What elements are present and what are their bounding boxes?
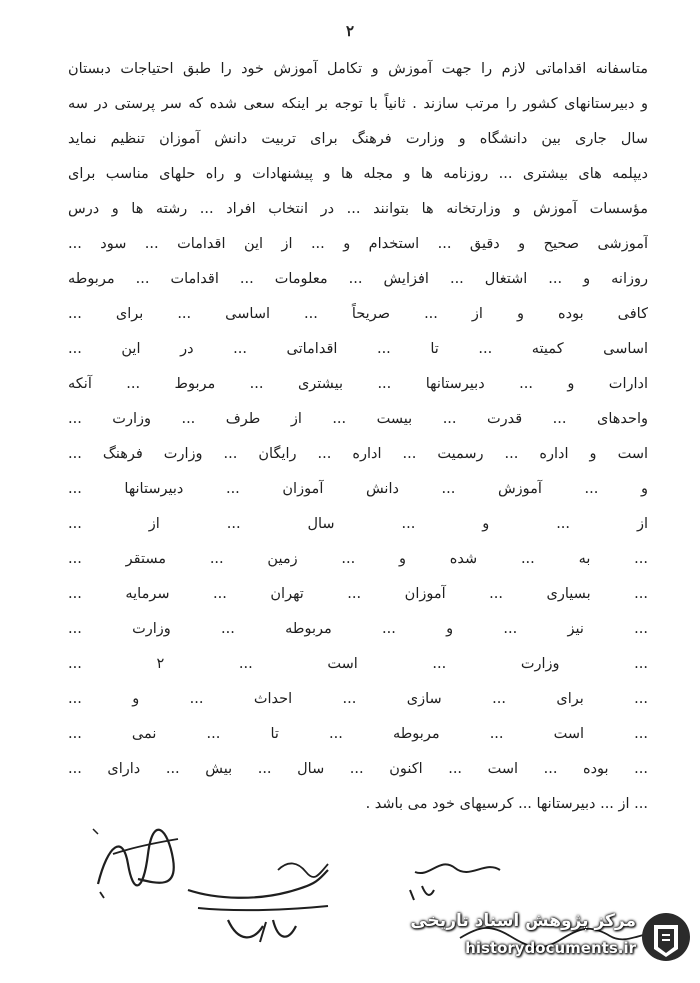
watermark-url: historydocuments.ir — [465, 939, 636, 957]
letter-body — [68, 58, 648, 828]
text-line: ... بسیاری ... آموزان ... تهران ... سرمایه ... — [68, 586, 648, 602]
text-line: ... وزارت ... است ... ۲ ... — [68, 656, 648, 672]
text-line: ... به ... شده و ... زمین ... مستقر ... — [68, 551, 648, 567]
text-line: سال جاری بین دانشگاه و وزارت فرهنگ برای تربیت دانش آموزان تنظیم نماید — [68, 131, 648, 147]
text-line: ... از ... دبیرستانها ... کرسیهای خود می باشد . — [365, 796, 648, 812]
text-line: ... است ... مربوطه ... تا ... نمی ... — [68, 726, 648, 742]
watermark — [392, 907, 692, 969]
text-line: است و اداره ... رسمیت ... اداره ... رایگان ... وزارت فرهنگ ... — [68, 446, 648, 462]
handwritten-signature — [178, 850, 348, 954]
text-line: اساسی کمیته ... تا ... اقداماتی ... در این ... — [68, 341, 648, 357]
institute-logo-icon — [640, 909, 692, 965]
text-line: ... بوده ... است ... اکنون ... سال ... بیش ... دارای ... — [68, 761, 648, 777]
text-line: ادارات و ... دبیرستانها ... بیشتری ... مربوط ... آنکه — [68, 376, 648, 392]
text-line: مؤسسات آموزش و وزارتخانه ها بتوانند ... در انتخاب افراد ... رشته ها و درس — [68, 201, 648, 217]
text-line: از ... و ... سال ... از ... — [68, 516, 648, 532]
handwritten-signature — [400, 850, 510, 914]
text-line: روزانه و ... اشتغال ... افزایش ... معلومات ... اقدامات ... مربوطه — [68, 271, 648, 287]
text-line: و دبیرستانهای کشور را مرتب سازند . ثانیاً با توجه بر اینکه سعی شده که سر پرستی در سه — [68, 96, 648, 112]
text-line: کافی بوده و از ... صریحاً ... اساسی ... برای ... — [68, 306, 648, 322]
text-line: واحدهای ... قدرت ... بیست ... از طرف ... وزارت ... — [68, 411, 648, 427]
text-line: دیپلمه های بیشتری ... روزنامه ها و مجله ها و پیشنهادات و راه حلهای مناسب برای — [68, 166, 648, 182]
handwritten-signature — [88, 824, 188, 908]
text-line: متاسفانه اقداماتی لازم را جهت آموزش و تکامل آموزش خود را طبق احتیاجات دبستان — [68, 61, 648, 77]
page-number: ۲ — [345, 22, 355, 40]
text-line: ... نیز ... و ... مربوطه ... وزارت ... — [68, 621, 648, 637]
text-line: ... برای ... سازی ... احداث ... و ... — [68, 691, 648, 707]
text-line: و ... آموزش ... دانش آموزان ... دبیرستانها ... — [68, 481, 648, 497]
text-line: آموزشی صحیح و دقیق ... استخدام و ... از این اقدامات ... سود ... — [68, 236, 648, 252]
watermark-title: مرکز پژوهش اسناد تاریخی — [410, 911, 636, 931]
